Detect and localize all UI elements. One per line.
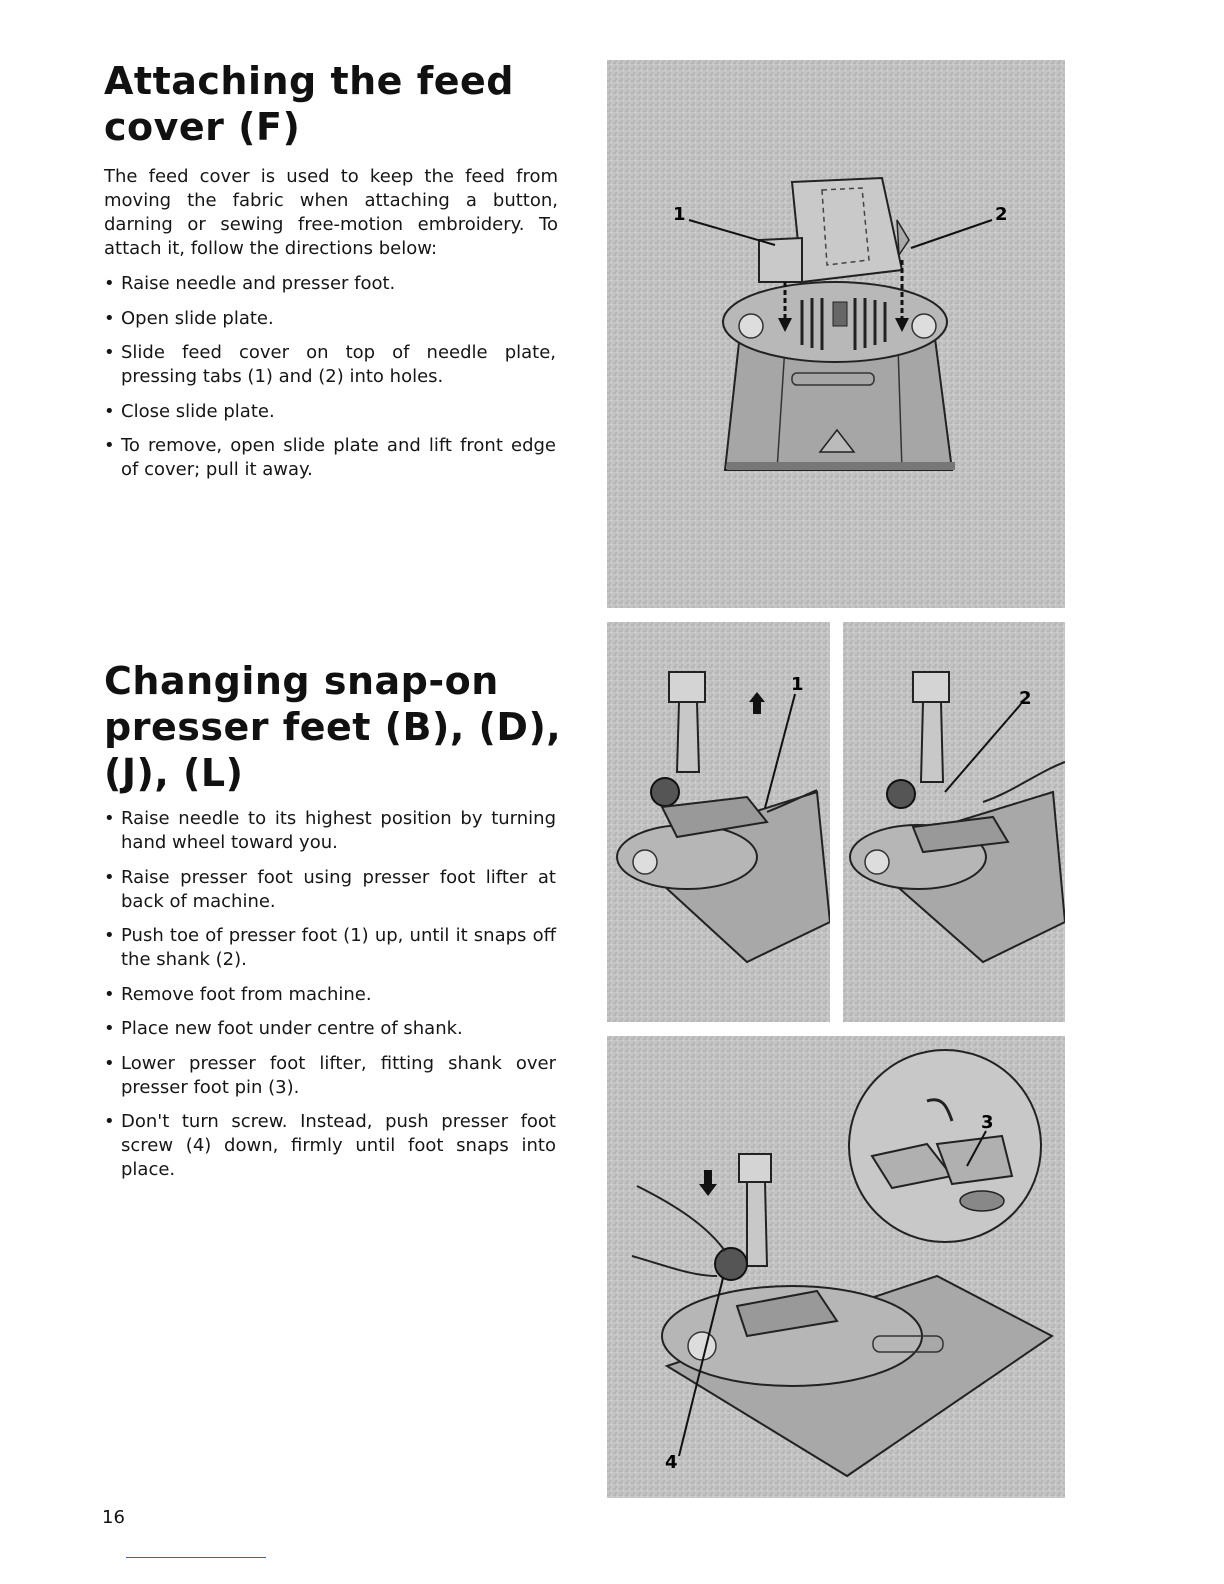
page-number: 16 bbox=[102, 1507, 125, 1528]
list-item: • Raise needle and presser foot. bbox=[104, 272, 556, 296]
attach-foot-illustration bbox=[607, 1036, 1065, 1498]
feed-cover-illustration bbox=[607, 60, 1065, 608]
list-item: • Remove foot from machine. bbox=[104, 983, 556, 1007]
intro-paragraph: The feed cover is used to keep the feed from moving the fabric when attaching a button, darning or sewing free-motion embroidery. To attach it, follow the directions below: bbox=[104, 166, 558, 259]
title-line: Attaching the feed bbox=[104, 59, 514, 103]
callout-4: 4 bbox=[665, 1452, 678, 1473]
feed-cover-steps bbox=[104, 272, 556, 493]
callout-1: 1 bbox=[673, 204, 686, 225]
callout-3: 3 bbox=[981, 1112, 994, 1133]
footer-rule bbox=[126, 1557, 266, 1558]
title-line: Changing snap-on bbox=[104, 659, 499, 703]
callout-2: 2 bbox=[995, 204, 1008, 225]
list-item: • Raise presser foot using presser foot lifter at back of machine. bbox=[104, 866, 556, 914]
list-item: • Slide feed cover on top of needle plate, pressing tabs (1) and (2) into holes. bbox=[104, 341, 556, 389]
shank-illustration bbox=[843, 622, 1065, 1022]
list-item: • Push toe of presser foot (1) up, until it snaps off the shank (2). bbox=[104, 924, 556, 972]
list-item: • To remove, open slide plate and lift front edge of cover; pull it away. bbox=[104, 434, 556, 482]
remove-foot-illustration bbox=[607, 622, 830, 1022]
section-title-presser-feet bbox=[104, 658, 584, 796]
callout-2: 2 bbox=[1019, 688, 1032, 709]
presser-feet-steps bbox=[104, 807, 556, 1193]
list-item: • Raise needle to its highest position by turning hand wheel toward you. bbox=[104, 807, 556, 855]
title-line: (J), (L) bbox=[104, 751, 244, 795]
list-item: • Don't turn screw. Instead, push presser foot screw (4) down, firmly until foot snaps into place. bbox=[104, 1110, 556, 1182]
title-line: cover (F) bbox=[104, 105, 301, 149]
section-title-feed-cover bbox=[104, 58, 574, 150]
list-item: • Close slide plate. bbox=[104, 400, 556, 424]
list-item: • Place new foot under centre of shank. bbox=[104, 1017, 556, 1041]
list-item: • Open slide plate. bbox=[104, 307, 556, 331]
title-line: presser feet (B), (D), bbox=[104, 705, 562, 749]
callout-1: 1 bbox=[791, 674, 804, 695]
list-item: • Lower presser foot lifter, fitting shank over presser foot pin (3). bbox=[104, 1052, 556, 1100]
